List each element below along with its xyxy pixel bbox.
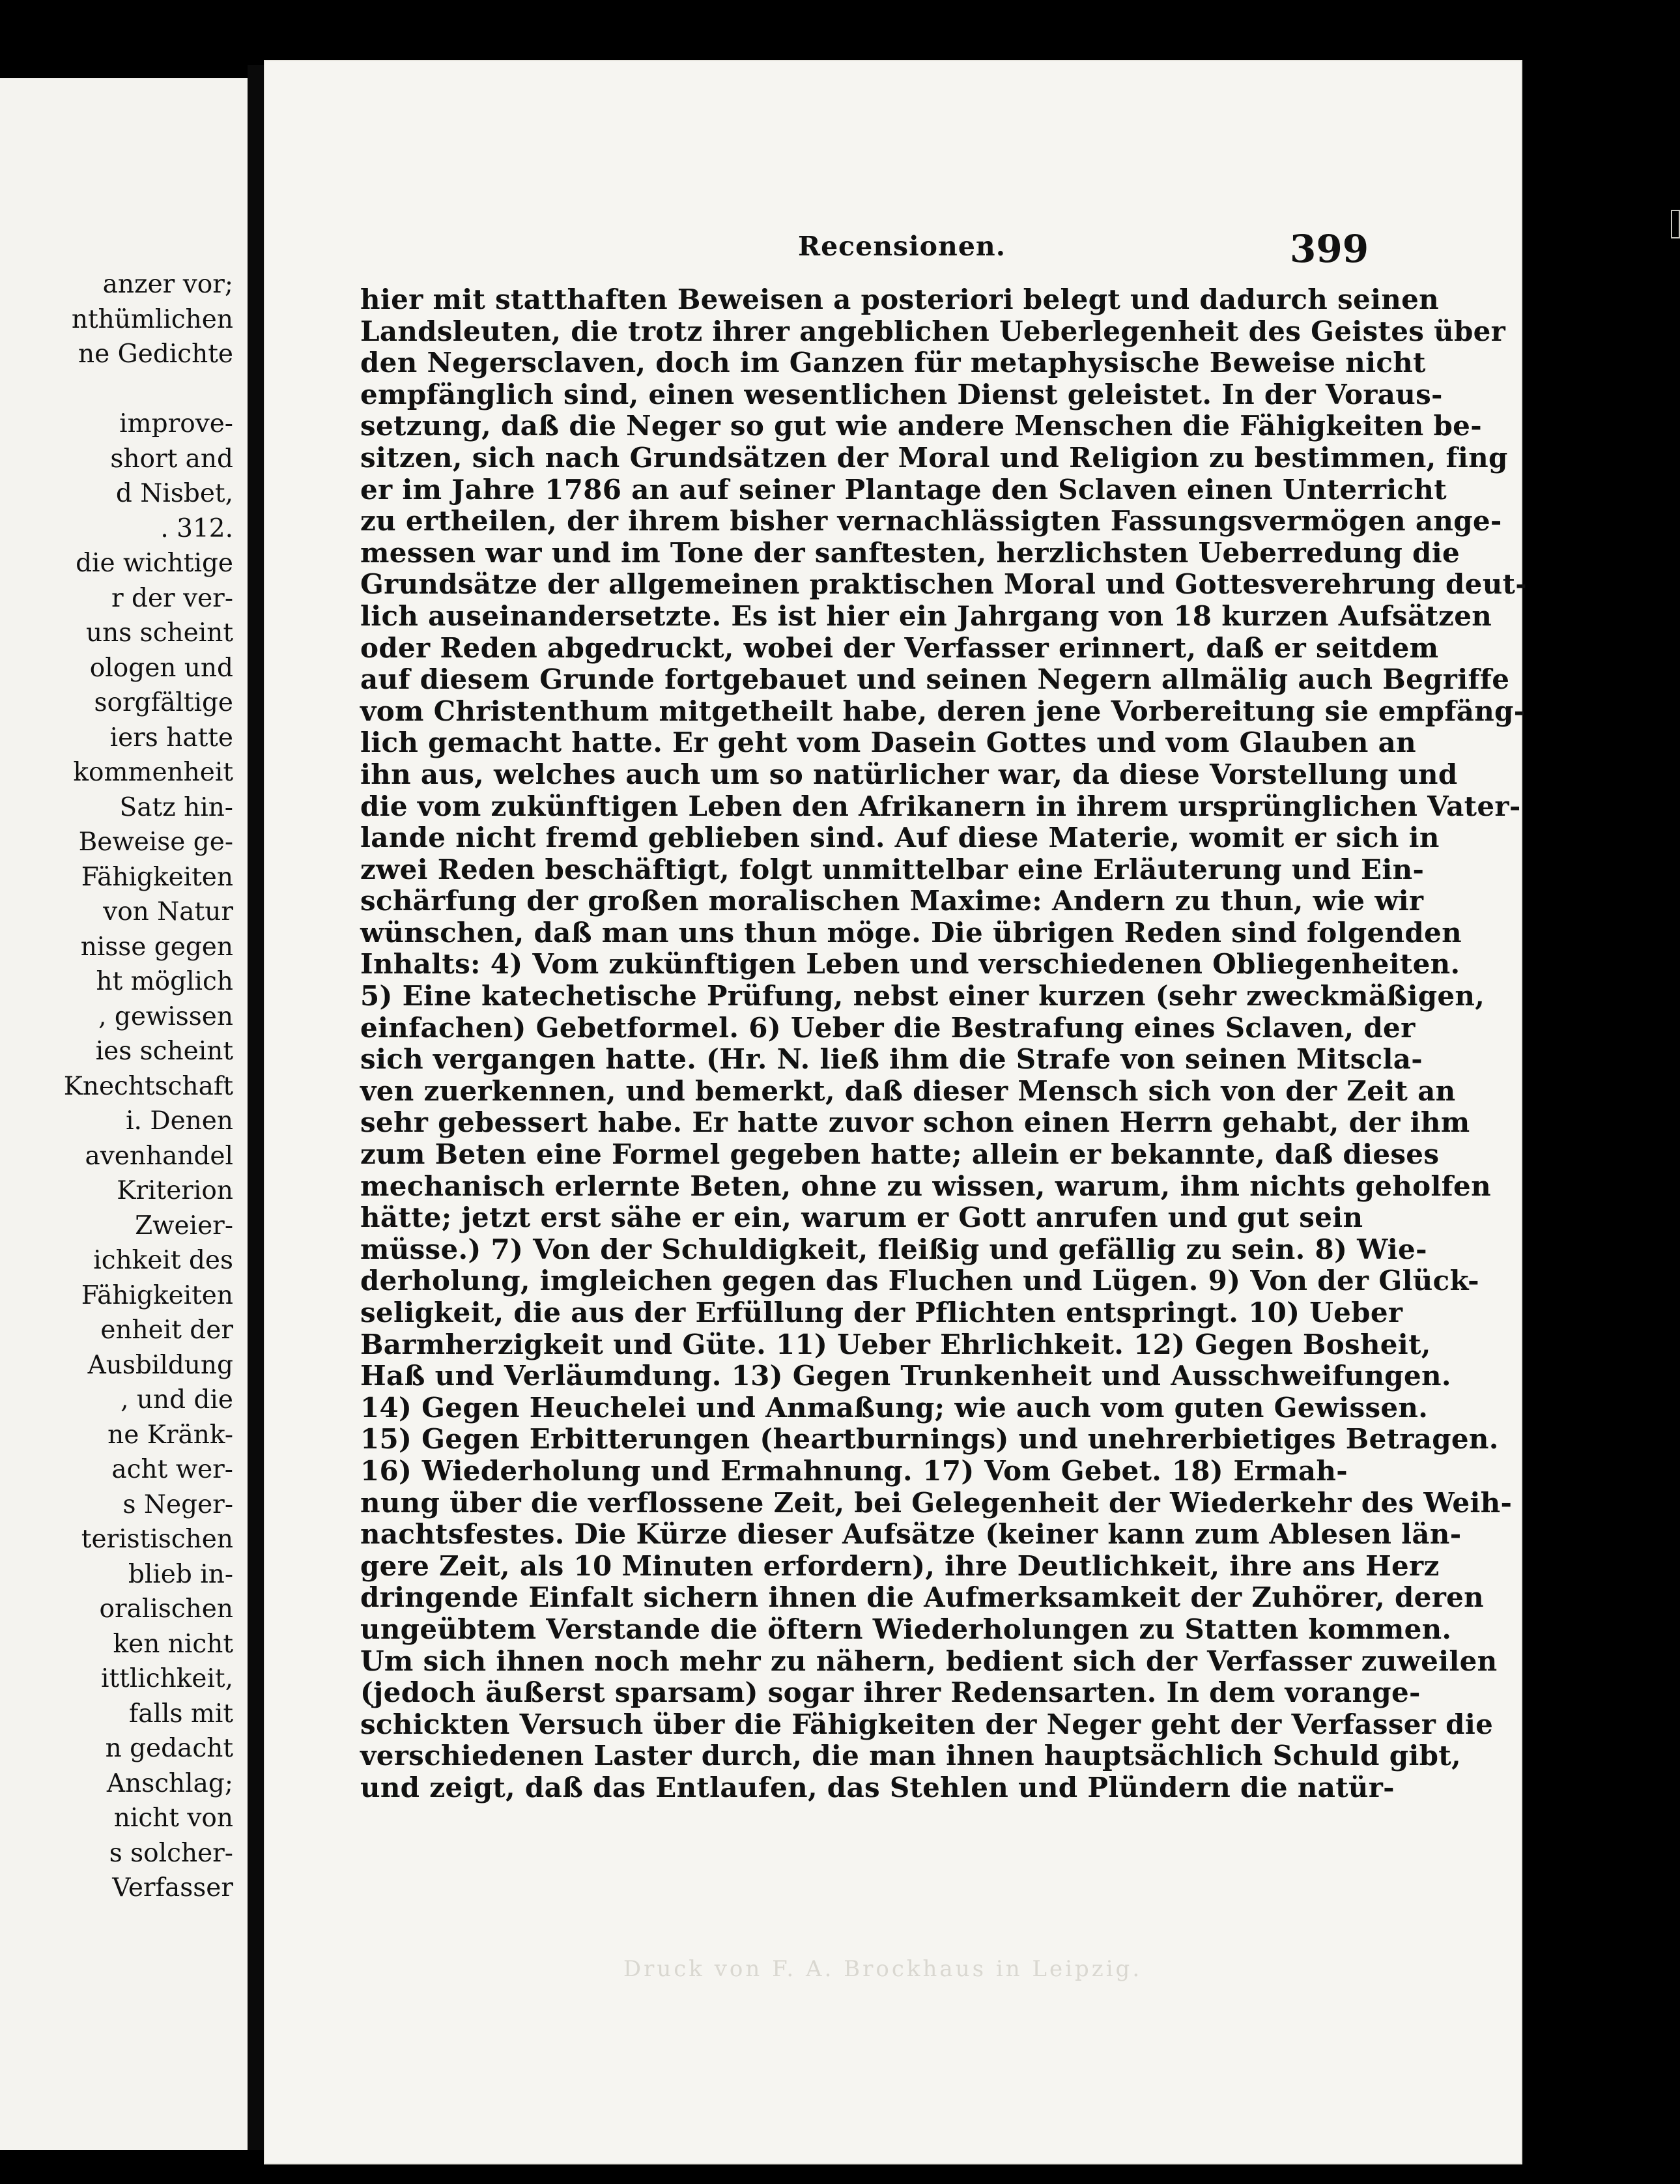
previous-page-line: von Natur xyxy=(103,897,233,927)
previous-page-line: s solcher- xyxy=(109,1838,233,1868)
text-line: (jedoch äußerst sparsam) sogar ihrer Redensarten. In dem vorange- xyxy=(360,1676,1421,1709)
previous-page-line: ologen und xyxy=(89,653,233,683)
text-line: die vom zukünftigen Leben den Afrikanern in ihrem ursprünglichen Vater- xyxy=(360,790,1521,822)
previous-page-text xyxy=(0,267,233,1906)
previous-page-line: improve- xyxy=(119,409,233,438)
text-line: Barmherzigkeit und Güte. 11) Ueber Ehrlichkeit. 12) Gegen Bosheit, xyxy=(360,1328,1431,1360)
previous-page-line: Satz hin- xyxy=(119,792,233,822)
book-page xyxy=(264,60,1527,2164)
previous-page-line: ken nicht xyxy=(113,1629,233,1659)
previous-page-line: nthümlichen xyxy=(71,304,233,334)
previous-page-fragment xyxy=(0,78,248,2150)
text-line: setzung, daß die Neger so gut wie andere Menschen die Fähigkeiten be- xyxy=(360,410,1482,442)
text-line: den Negersclaven, doch im Ganzen für metaphysische Beweise nicht xyxy=(360,347,1426,379)
text-line: auf diesem Grunde fortgebauet und seinen Negern allmälig auch Begriffe xyxy=(360,663,1510,696)
text-line: empfänglich sind, einen wesentlichen Dienst geleistet. In der Voraus- xyxy=(360,378,1443,410)
previous-page-line: s Neger- xyxy=(122,1489,233,1519)
text-line: sich vergangen hatte. (Hr. N. ließ ihm die Strafe von seinen Mitscla- xyxy=(360,1043,1423,1076)
text-line: 15) Gegen Erbitterungen (heartburnings) und unehrerbietiges Betragen. xyxy=(360,1423,1499,1456)
previous-page-line: Fähigkeiten xyxy=(81,862,233,892)
text-line: und zeigt, daß das Entlaufen, das Stehlen und Plündern die natür- xyxy=(360,1771,1395,1803)
previous-page-line: blieb in- xyxy=(128,1559,233,1589)
previous-page-line: nicht von xyxy=(113,1803,233,1833)
faint-imprint: Druck von F. A. Brockhaus in Leipzig. xyxy=(623,1956,1143,1982)
text-line: verschiedenen Laster durch, die man ihnen hauptsächlich Schuld gibt, xyxy=(360,1740,1461,1772)
previous-page-line: anzer vor; xyxy=(102,270,233,299)
text-line: Um sich ihnen noch mehr zu nähern, bedient sich der Verfasser zuweilen xyxy=(360,1645,1498,1677)
text-line: lich auseinandersetzte. Es ist hier ein Jahrgang von 18 kurzen Aufsätzen xyxy=(360,599,1492,632)
previous-page-line: r der ver- xyxy=(111,583,233,613)
page-number: 399 xyxy=(1290,227,1369,271)
previous-page-line: Zweier- xyxy=(135,1211,233,1241)
text-line: oder Reden abgedruckt, wobei der Verfasser erinnert, daß er seitdem xyxy=(360,631,1439,664)
text-line: sitzen, sich nach Grundsätzen der Moral und Religion zu bestimmen, fing xyxy=(360,441,1508,474)
previous-page-line: acht wer- xyxy=(111,1455,233,1484)
body-text xyxy=(360,283,1527,1804)
text-line: lich gemacht hatte. Er geht vom Dasein Gottes und vom Glauben an xyxy=(360,726,1417,759)
previous-page-line: uns scheint xyxy=(86,618,233,648)
previous-page-line: Ausbildung xyxy=(87,1350,233,1380)
previous-page-line: ittlichkeit, xyxy=(101,1664,233,1693)
text-line: wünschen, daß man uns thun möge. Die übrigen Reden sind folgenden xyxy=(360,916,1462,949)
text-line: 5) Eine katechetische Prüfung, nebst einer kurzen (sehr zweckmäßigen, xyxy=(360,980,1485,1013)
margin-mark xyxy=(1671,210,1680,238)
previous-page-line: teristischen xyxy=(81,1525,233,1554)
text-line: zu ertheilen, der ihrem bisher vernachlässigten Fassungsvermögen ange- xyxy=(360,505,1502,538)
text-line: 16) Wiederholung und Ermahnung. 17) Vom Gebet. 18) Ermah- xyxy=(360,1454,1348,1487)
previous-page-line: avenhandel xyxy=(85,1141,233,1171)
text-line: ven zuerkennen, und bemerkt, daß dieser Mensch sich von der Zeit an xyxy=(360,1074,1456,1107)
text-line: zwei Reden beschäftigt, folgt unmittelbar eine Erläuterung und Ein- xyxy=(360,853,1425,885)
text-line: 14) Gegen Heuchelei und Anmaßung; wie auch vom guten Gewissen. xyxy=(360,1391,1429,1424)
previous-page-line: Kriterion xyxy=(117,1176,233,1205)
previous-page-line: Knechtschaft xyxy=(63,1071,233,1101)
previous-page-line: nisse gegen xyxy=(80,932,233,962)
text-line: nachtsfestes. Die Kürze dieser Aufsätze (keiner kann zum Ablesen län- xyxy=(360,1518,1462,1551)
text-line: Grundsätze der allgemeinen praktischen Moral und Gottesverehrung deut- xyxy=(360,568,1527,601)
previous-page-line: die wichtige xyxy=(76,549,233,578)
text-line: zum Beten eine Formel gegeben hatte; allein er bekannte, daß dieses xyxy=(360,1138,1440,1171)
previous-page-line: , gewissen xyxy=(98,1001,233,1031)
text-line: er im Jahre 1786 an auf seiner Plantage den Sclaven einen Unterricht xyxy=(360,473,1447,506)
book-gutter xyxy=(248,65,264,2150)
text-line: Landsleuten, die trotz ihrer angeblichen Ueberlegenheit des Geistes über xyxy=(360,315,1506,347)
previous-page-line: Verfasser xyxy=(112,1873,233,1903)
previous-page-line: d Nisbet, xyxy=(115,479,233,508)
text-line: mechanisch erlernte Beten, ohne zu wissen, warum, ihm nichts geholfen xyxy=(360,1170,1491,1202)
text-line: müsse.) 7) Von der Schuldigkeit, fleißig und gefällig zu sein. 8) Wie- xyxy=(360,1233,1427,1265)
text-line: lande nicht fremd geblieben sind. Auf diese Materie, womit er sich in xyxy=(360,822,1440,854)
previous-page-line: kommenheit xyxy=(73,758,233,787)
text-line: Inhalts: 4) Vom zukünftigen Leben und verschiedenen Obliegenheiten. xyxy=(360,948,1460,981)
previous-page-line xyxy=(0,372,233,407)
previous-page-line: oralischen xyxy=(99,1594,233,1624)
previous-page-line: ichkeit des xyxy=(93,1246,233,1275)
text-line: hätte; jetzt erst sähe er ein, warum er Gott anrufen und gut sein xyxy=(360,1201,1363,1234)
text-line: sehr gebessert habe. Er hatte zuvor schon einen Herrn gehabt, der ihm xyxy=(360,1106,1470,1139)
previous-page-line: Beweise ge- xyxy=(78,827,233,857)
text-line: gere Zeit, als 10 Minuten erfordern), ihre Deutlichkeit, ihre ans Herz xyxy=(360,1549,1440,1582)
previous-page-line: ht möglich xyxy=(96,967,233,996)
text-line: nung über die verflossene Zeit, bei Gelegenheit der Wiederkehr des Weih- xyxy=(360,1486,1513,1519)
text-line: derholung, imgleichen gegen das Fluchen und Lügen. 9) Von der Glück- xyxy=(360,1265,1479,1297)
text-line: schärfung der großen moralischen Maxime: Andern zu thun, wie wir xyxy=(360,885,1424,917)
previous-page-line: enheit der xyxy=(100,1315,233,1345)
previous-page-line: falls mit xyxy=(128,1699,233,1729)
text-line: Haß und Verläumdung. 13) Gegen Trunkenheit und Ausschweifungen. xyxy=(360,1360,1451,1392)
text-line: dringende Einfalt sichern ihnen die Aufmerksamkeit der Zuhörer, deren xyxy=(360,1581,1484,1614)
text-line: vom Christenthum mitgetheilt habe, deren jene Vorbereitung sie empfäng- xyxy=(360,695,1526,727)
running-title: Recensionen. xyxy=(798,231,1006,262)
text-line: einfachen) Gebetformel. 6) Ueber die Bestrafung eines Sclaven, der xyxy=(360,1011,1416,1044)
previous-page-line: . 312. xyxy=(160,513,233,543)
text-line: hier mit statthaften Beweisen a posteriori belegt und dadurch seinen xyxy=(360,283,1439,315)
text-line: messen war und im Tone der sanftesten, herzlichsten Ueberredung die xyxy=(360,536,1460,569)
text-line: seligkeit, die aus der Erfüllung der Pflichten entspringt. 10) Ueber xyxy=(360,1297,1403,1329)
previous-page-line: i. Denen xyxy=(126,1106,233,1136)
text-line: schickten Versuch über die Fähigkeiten der Neger geht der Verfasser die xyxy=(360,1708,1494,1740)
previous-page-line: sorgfältige xyxy=(94,688,233,717)
previous-page-line: ne Gedichte xyxy=(78,339,233,369)
previous-page-line: , und die xyxy=(121,1385,233,1415)
previous-page-line: ne Kränk- xyxy=(107,1420,233,1450)
previous-page-line: Anschlag; xyxy=(106,1768,233,1798)
text-line: ihn aus, welches auch um so natürlicher war, da diese Vorstellung und xyxy=(360,758,1458,790)
previous-page-line: short and xyxy=(110,444,233,474)
previous-page-line: n gedacht xyxy=(105,1734,233,1763)
running-header xyxy=(264,227,1522,271)
previous-page-line: iers hatte xyxy=(109,723,233,753)
previous-page-line: ies scheint xyxy=(95,1037,233,1066)
previous-page-line: Fähigkeiten xyxy=(81,1280,233,1310)
text-line: ungeübtem Verstande die öftern Wiederholungen zu Statten kommen. xyxy=(360,1613,1452,1645)
